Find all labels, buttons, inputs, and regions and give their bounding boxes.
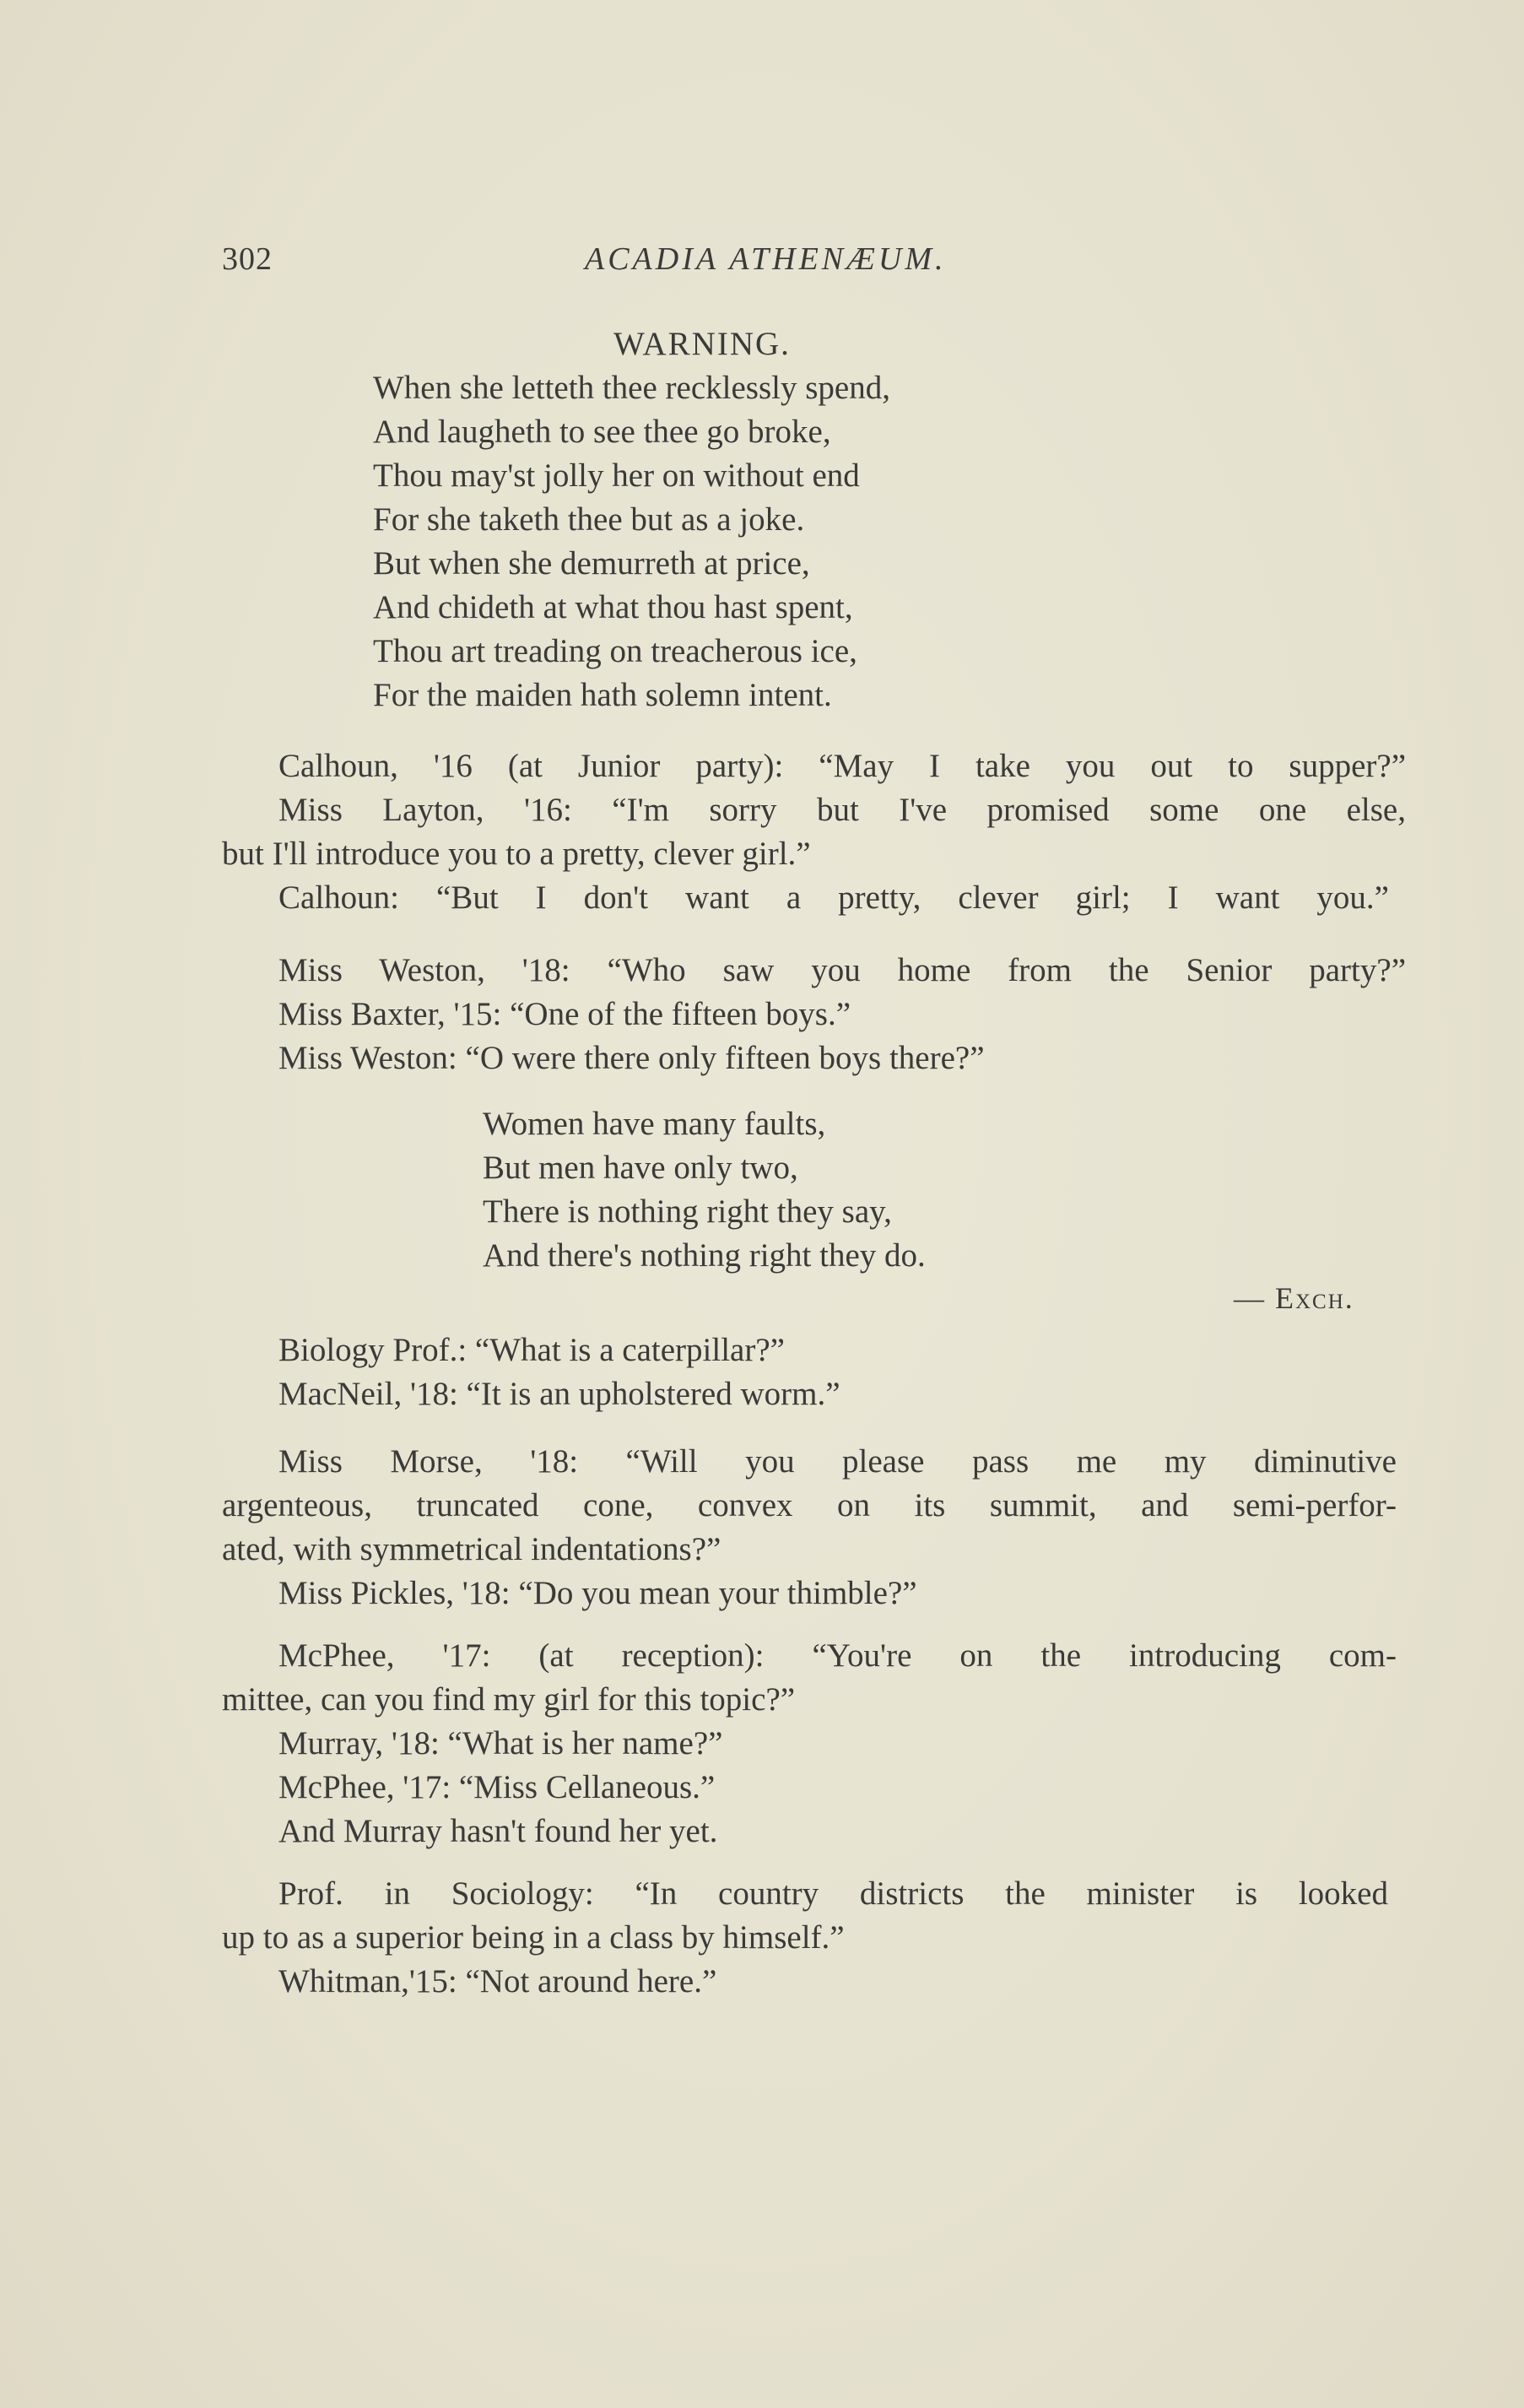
dialogue-line: MacNeil, '18: “It is an upholstered worm.” [278,1376,840,1412]
dialogue-line: ated, with symmetrical indentations?” [222,1531,721,1567]
page-header [222,241,1045,283]
dialogue-line: mittee, can you find my girl for this topic?” [222,1681,796,1718]
dialogue-line: Calhoun, '16 (at Junior party): “May I take you out to supper?” [278,748,1406,784]
dialogue-line: Calhoun: “But I don't want a pretty, clever girl; I want you.” [278,879,1389,916]
dialogue-line: Biology Prof.: “What is a caterpillar?” [278,1332,785,1368]
poem-line: For she taketh thee but as a joke. [373,501,805,538]
dialogue-line: Miss Weston: “O were there only fifteen boys there?” [278,1040,985,1076]
dialogue-line: Miss Baxter, '15: “One of the fifteen boys.” [278,996,851,1032]
poem-line: But men have only two, [483,1150,798,1186]
dialogue-line: Murray, '18: “What is her name?” [278,1725,723,1761]
dialogue-line: Prof. in Sociology: “In country districts the minister is looked [278,1875,1388,1912]
dialogue-line: up to as a superior being in a class by himself.” [222,1919,845,1956]
poem-line: Thou may'st jolly her on without end [373,457,860,494]
dialogue-line: McPhee, '17: “Miss Cellaneous.” [278,1769,716,1805]
dialogue-line: Miss Pickles, '18: “Do you mean your thimble?” [278,1575,917,1611]
poem-line: There is nothing right they say, [483,1193,892,1230]
poem-line: But when she demurreth at price, [373,545,810,582]
dialogue-line: McPhee, '17: (at reception): “You're on the introducing com- [278,1637,1397,1674]
poem-line: And chideth at what thou hast spent, [373,589,853,625]
dialogue-line: Whitman,'15: “Not around here.” [278,1963,717,1999]
poem-line: Thou art treading on treacherous ice, [373,633,857,669]
dialogue-line: Miss Layton, '16: “I'm sorry but I've promised some one else, [278,792,1406,828]
page-number: 302 [222,241,273,277]
poem-line: When she letteth thee recklessly spend, [373,370,890,406]
poem-source: — Exch. [1234,1281,1354,1315]
dialogue-line: Miss Weston, '18: “Who saw you home from the Senior party?” [278,952,1406,988]
poem-line: For the maiden hath solemn intent. [373,677,832,713]
poem-line: Women have many faults, [483,1106,826,1142]
dialogue-line: Miss Morse, '18: “Will you please pass me my diminutive [278,1443,1397,1480]
poem-line: And there's nothing right they do. [483,1237,926,1274]
dialogue-line: argenteous, truncated cone, convex on its summit, and semi-perfor- [222,1487,1397,1523]
dialogue-line: but I'll introduce you to a pretty, clever girl.” [222,836,811,872]
dialogue-line: And Murray hasn't found her yet. [278,1813,718,1849]
poem-line: And laugheth to see thee go broke, [373,414,831,450]
poem-title: WARNING. [613,326,791,362]
running-head: ACADIA ATHENÆUM. [585,241,947,277]
